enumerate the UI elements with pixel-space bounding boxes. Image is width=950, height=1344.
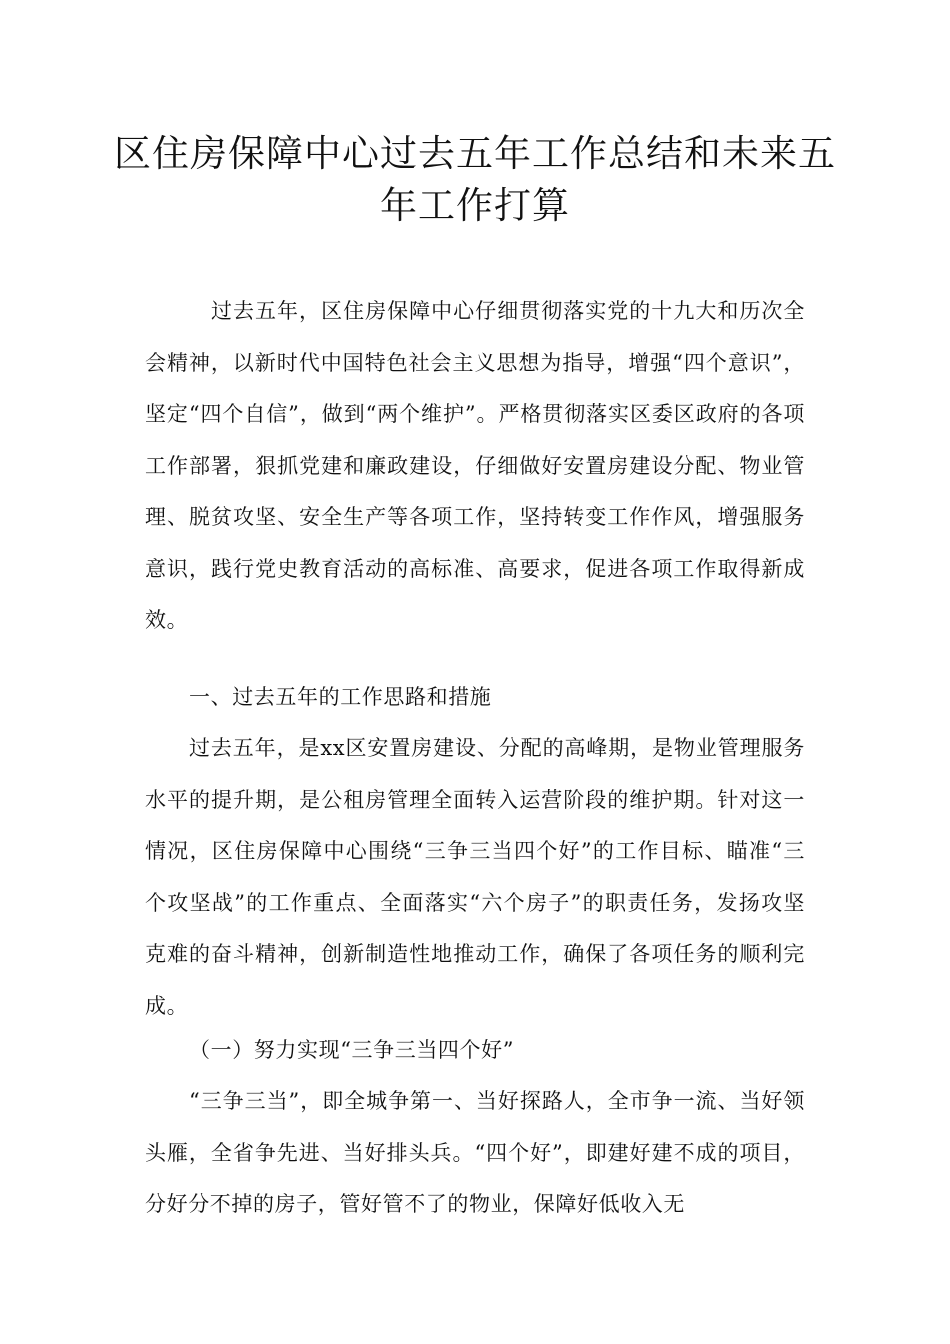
subsection-heading-1: （一）努力实现“三争三当四个好” bbox=[189, 1038, 515, 1062]
document-title: 区住房保障中心过去五年工作总结和未来五年工作打算 bbox=[114, 132, 836, 227]
subsection-1-paragraph: “三争三当”，即全城争第一、当好探路人，全市争一流、当好领头雁，全省争先进、当好排头兵。“四个好”，即建好建不成的项目，分好分不掉的房子，管好管不了的物业，保障好低收入无 bbox=[145, 1089, 805, 1216]
intro-paragraph: 过去五年，区住房保障中心仔细贯彻落实党的十九大和历次全会精神，以新时代中国特色社会主义思想为指导，增强“四个意识”，坚定“四个自信”，做到“两个维护”。严格贯彻落实区委区政府的各项工作部署，狠抓党建和廉政建设，仔细做好安置房建设分配、物业管理、脱贫攻坚、安全生产等各项工作，坚持转变工作作风，增强服务意识，践行党史教育活动的高标准、高要求，促进各项工作取得新成效。 bbox=[145, 299, 805, 632]
section-heading-1: 一、过去五年的工作思路和措施 bbox=[189, 685, 492, 709]
section-1-paragraph: 过去五年，是xx区安置房建设、分配的高峰期，是物业管理服务水平的提升期，是公租房管理全面转入运营阶段的维护期。针对这一情况，区住房保障中心围绕“三争三当四个好”的工作目标、瞄准“三个攻坚战”的工作重点、全面落实“六个房子”的职责任务，发扬攻坚克难的奋斗精神，创新制造性地推动工作，确保了各项任务的顺利完成。 bbox=[145, 736, 805, 1018]
